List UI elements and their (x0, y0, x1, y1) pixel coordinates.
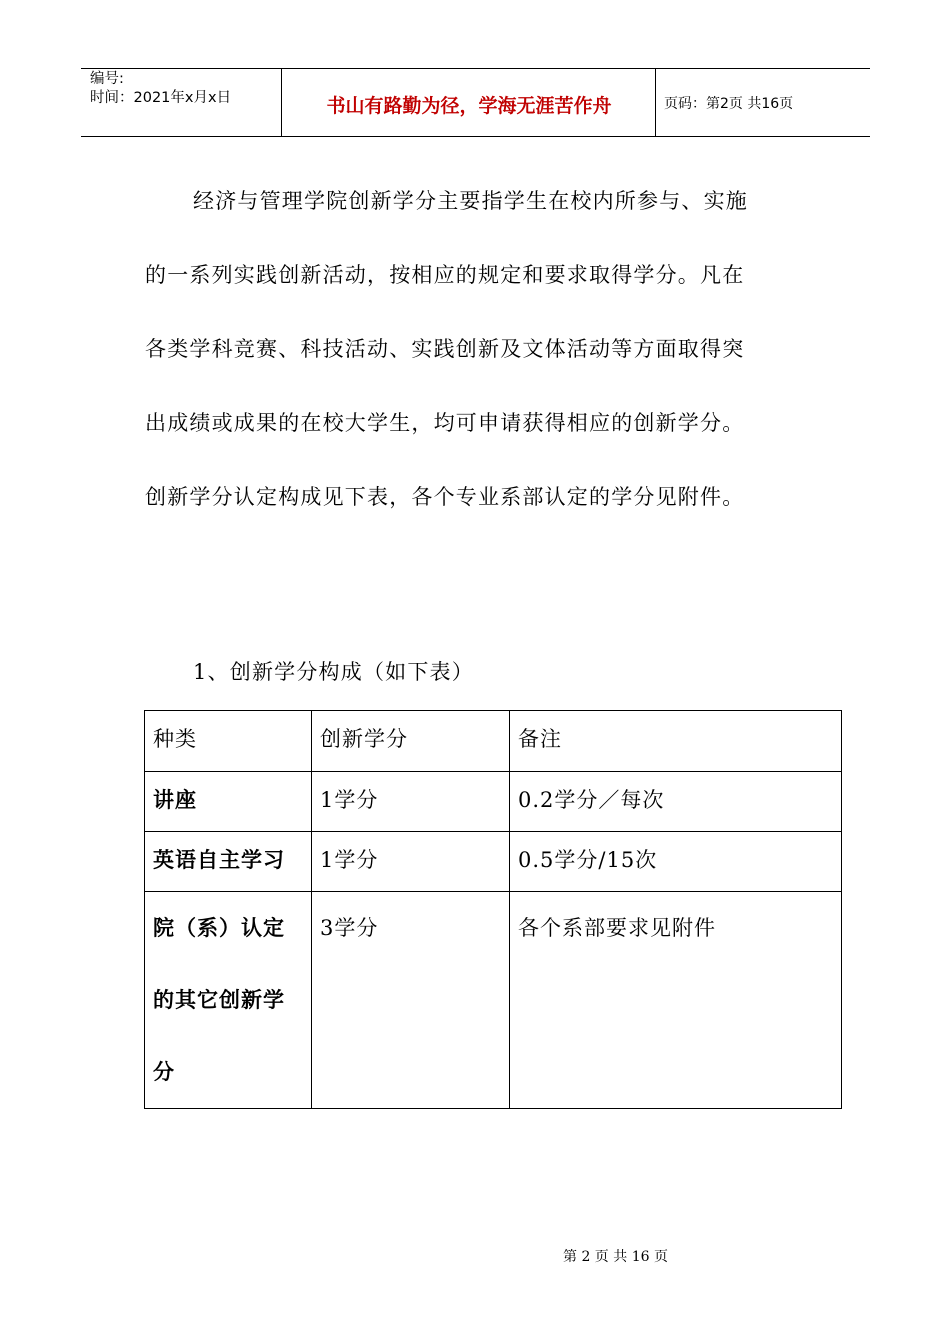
table-header-cell: 备注 (510, 711, 842, 772)
paragraph-line: 的一系列实践创新活动，按相应的规定和要求取得学分。凡在 (145, 263, 745, 287)
table-header-cell: 创新学分 (312, 711, 510, 772)
document-time-label: 时间：2021年x月x日 (90, 90, 232, 106)
header-top-rule (81, 68, 870, 69)
header-bottom-rule (81, 136, 870, 137)
table-cell-credits: 1学分 (312, 832, 510, 892)
table-cell-credits: 3学分 (312, 892, 510, 1109)
credits-table (144, 710, 842, 1109)
table-row (145, 892, 842, 1109)
header-page-number: 页码：第2页 共16页 (664, 96, 794, 112)
table-cell-note: 各个系部要求见附件 (510, 892, 842, 1109)
table-cell-note: 0.5学分/15次 (510, 832, 842, 892)
table-row (145, 832, 842, 892)
paragraph-line: 创新学分认定构成见下表，各个专业系部认定的学分见附件。 (145, 485, 745, 509)
header-motto: 书山有路勤为径，学海无涯苦作舟 (326, 95, 612, 117)
footer-page-number: 第 2 页 共 16 页 (563, 1249, 668, 1265)
header-divider-left (281, 68, 282, 136)
table-header-cell: 种类 (145, 711, 312, 772)
paragraph-line: 出成绩或成果的在校大学生，均可申请获得相应的创新学分。 (145, 411, 745, 435)
table-cell-category: 讲座 (145, 772, 312, 832)
section-title: 1、创新学分构成（如下表） (193, 660, 474, 684)
table-header-row (145, 711, 842, 772)
header-meta (90, 70, 231, 108)
intro-paragraph (145, 164, 805, 534)
table-cell-category: 英语自主学习 (145, 832, 312, 892)
table-row (145, 772, 842, 832)
table-cell-category: 院（系）认定的其它创新学分 (145, 892, 312, 1109)
table-cell-note: 0.2学分／每次 (510, 772, 842, 832)
paragraph-line: 经济与管理学院创新学分主要指学生在校内所参与、实施 (193, 189, 748, 213)
header-divider-right (655, 68, 656, 136)
table-cell-credits: 1学分 (312, 772, 510, 832)
document-number-label: 编号: (90, 71, 124, 87)
paragraph-line: 各类学科竞赛、科技活动、实践创新及文体活动等方面取得突 (145, 337, 745, 361)
